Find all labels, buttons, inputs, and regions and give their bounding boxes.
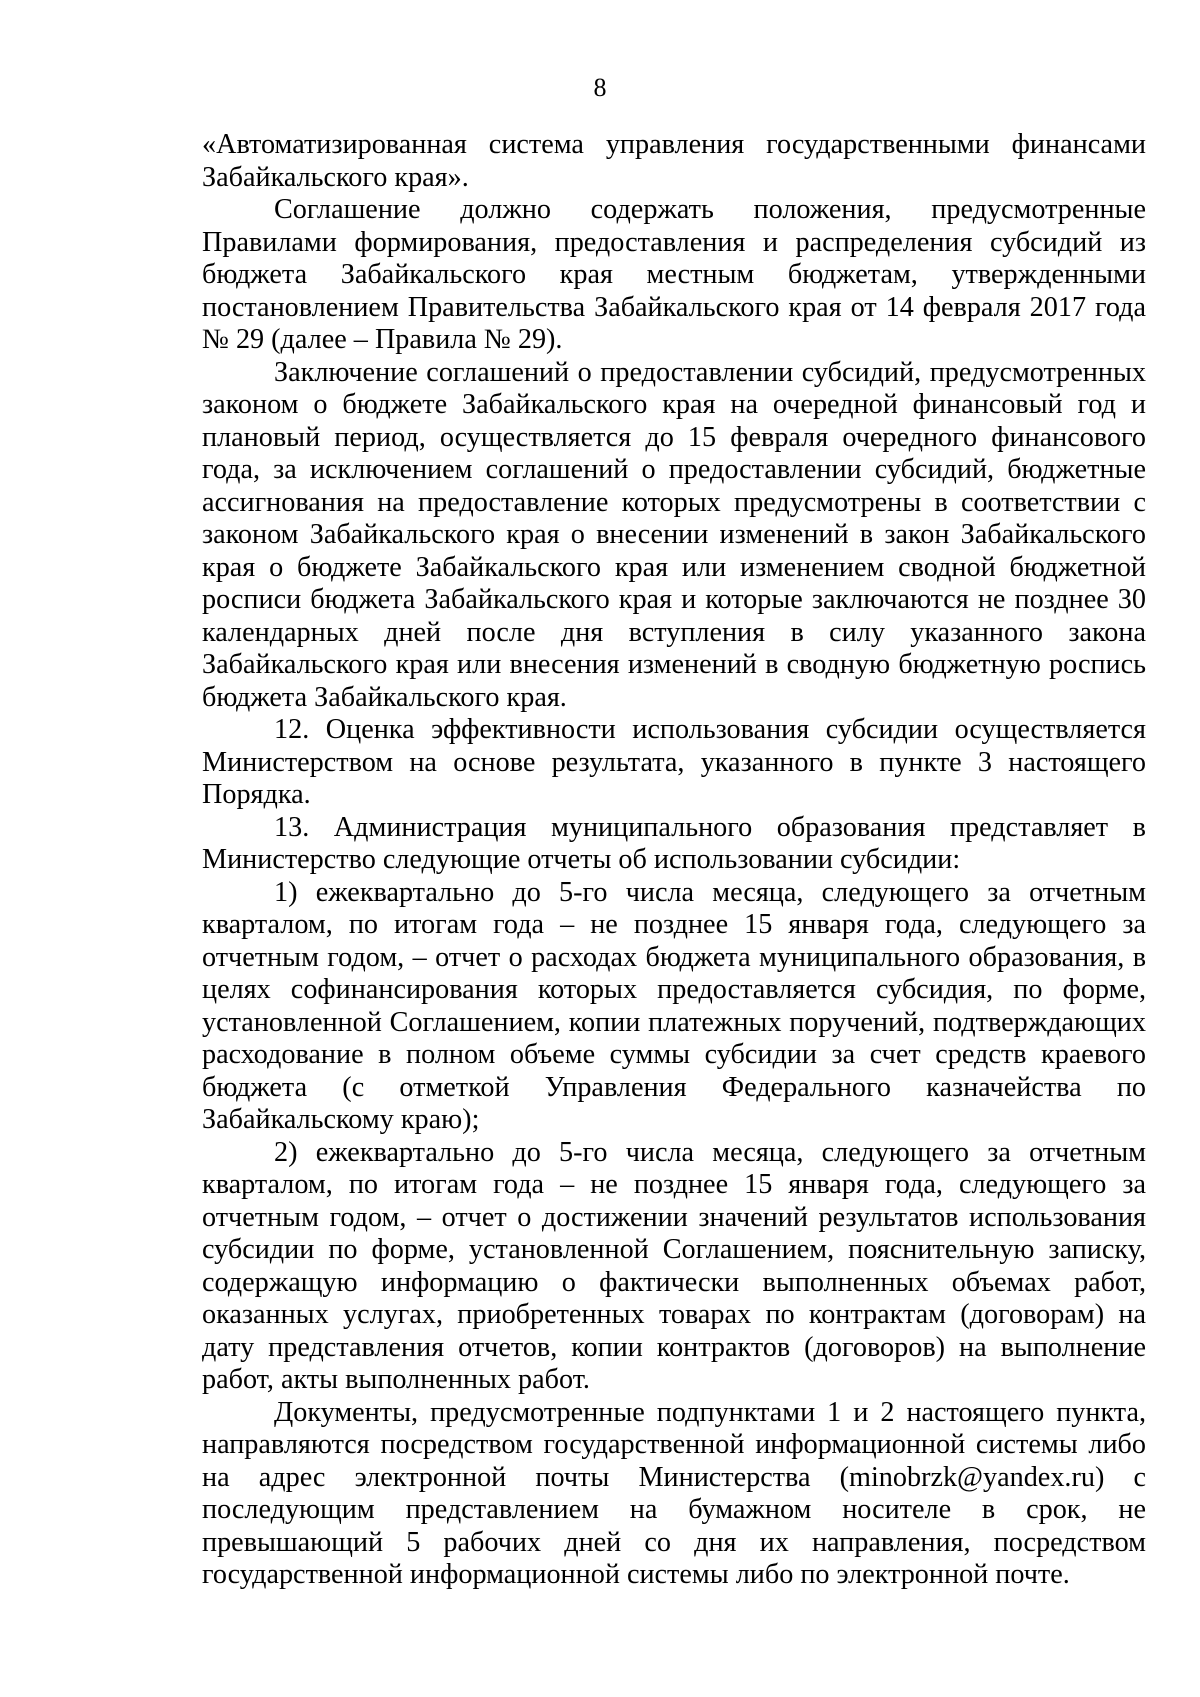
paragraph-agreement-provisions: Соглашение должно содержать положения, предусмотренные Правилами формирования, предоставления и распределения субсидий из бюджета Забайкальского края местным бюджетам, утвержденными постановлением Правительства Забайкальского края от 14 февраля 2017 года № 29 (далее – Правила № 29). <box>202 194 1146 355</box>
document-body <box>202 129 1146 1592</box>
paragraph-subitem-2: 2) ежеквартально до 5-го числа месяца, следующего за отчетным кварталом, по итогам года – не позднее 15 января года, следующего за отчетным годом, – отчет о достижении значений результатов использования субсидии по форме, установленной Соглашением, пояснительную записку, содержащую информацию о фактически выполненных объемах работ, оказанных услугах, приобретенных товарах по контрактам (договорам) на дату представления отчетов, копии контрактов (договоров) на выполнение работ, акты выполненных работ. <box>202 1136 1146 1395</box>
paragraph-agreement-conclusion: Заключение соглашений о предоставлении субсидий, предусмотренных законом о бюджете Забайкальского края на очередной финансовый год и плановый период, осуществляется до 15 февраля очередного финансового года, за исключением соглашений о предоставлении субсидий, бюджетные ассигнования на предоставление которых предусмотрены в соответствии с законом Забайкальского края о внесении изменений в закон Забайкальского края о бюджете Забайкальского края или изменением сводной бюджетной росписи бюджета Забайкальского края и которые заключаются не позднее 30 календарных дней после дня вступления в силу указанного закона Забайкальского края или внесения изменений в сводную бюджетную роспись бюджета Забайкальского края. <box>202 356 1146 713</box>
page-number: 8 <box>593 73 607 102</box>
paragraph-system-name: «Автоматизированная система управления государственными финансами Забайкальского края». <box>202 129 1146 193</box>
paragraph-item-12: 12. Оценка эффективности использования субсидии осуществляется Министерством на основе результата, указанного в пункте 3 настоящего Порядка. <box>202 714 1146 810</box>
paragraph-subitem-1: 1) ежеквартально до 5-го числа месяца, следующего за отчетным кварталом, по итогам года – не позднее 15 января года, следующего за отчетным годом, – отчет о расходах бюджета муниципального образования, в целях софинансирования которых предоставляется субсидия, по форме, установленной Соглашением, копии платежных поручений, подтверждающих расходование в полном объеме суммы субсидии за счет средств краевого бюджета (с отметкой Управления Федерального казначейства по Забайкальскому краю); <box>202 876 1146 1135</box>
paragraph-item-13: 13. Администрация муниципального образования представляет в Министерство следующие отчеты об использовании субсидии: <box>202 811 1146 875</box>
paragraph-documents-submission: Документы, предусмотренные подпунктами 1 и 2 настоящего пункта, направляются посредством государственной информационной системы либо на адрес электронной почты Министерства (minobrzk@yandex.ru) с последующим представлением на бумажном носителе в срок, не превышающий 5 рабочих дней со дня их направления, посредством государственной информационной системы либо по электронной почте. <box>202 1396 1146 1590</box>
